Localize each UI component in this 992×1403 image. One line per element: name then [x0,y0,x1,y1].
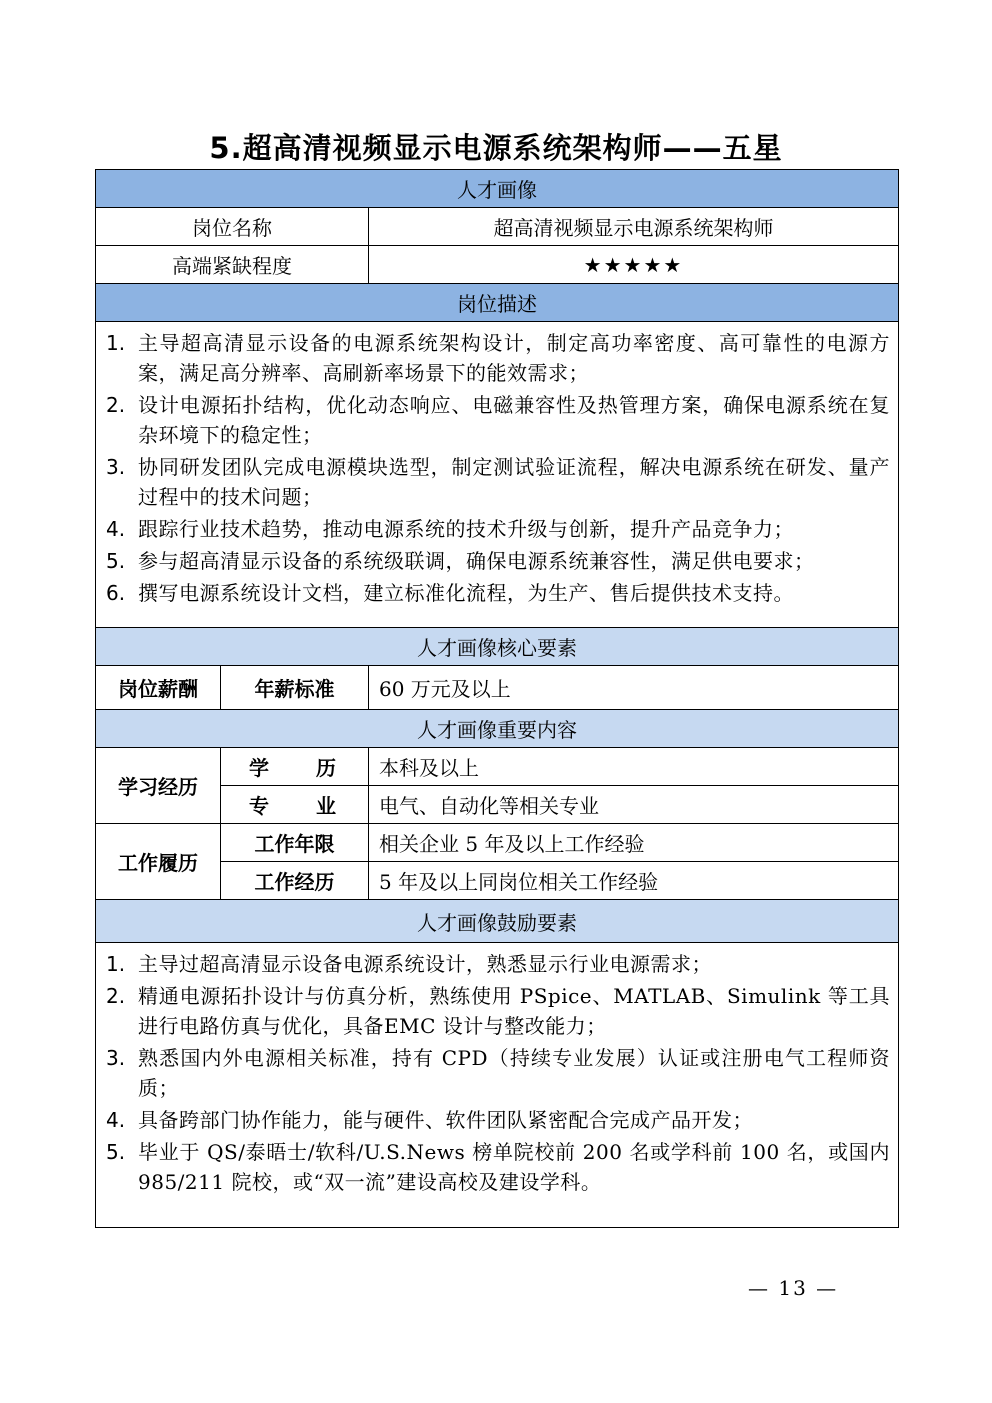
talent-profile-table [95,169,899,1228]
list-item: 1. 主导过超高清显示设备电源系统设计，熟悉显示行业电源需求； [106,952,712,976]
job-name-value: 超高清视频显示电源系统架构师 [369,208,899,246]
list-item: 3. 熟悉国内外电源相关标准，持有 CPD（持续专业发展）认证或注册电气工程师资质； [106,1046,890,1100]
list-item: 6. 撰写电源系统设计文档，建立标准化流程，为生产、售后提供技术支持。 [106,581,794,605]
list-item: 3. 协同研发团队完成电源模块选型，制定测试验证流程，解决电源系统在研发、量产过程中的技术问题； [106,455,890,509]
years-label: 工作年限 [221,824,369,862]
experience-label: 工作经历 [221,862,369,900]
degree-label: 学 历 [221,748,369,786]
list-item: 4. 具备跨部门协作能力，能与硬件、软件团队紧密配合完成产品开发； [106,1108,753,1132]
years-value: 相关企业 5 年及以上工作经验 [369,824,899,862]
major-label: 专 业 [221,786,369,824]
annual-label: 年薪标准 [221,666,369,710]
encourage-header: 人才画像鼓励要素 [96,900,899,943]
scarcity-label: 高端紧缺程度 [96,246,369,284]
description-header: 岗位描述 [96,284,899,322]
encourage-list [106,949,890,1197]
annual-value: 60 万元及以上 [369,666,899,710]
list-item: 5. 参与超高清显示设备的系统级联调，确保电源系统兼容性，满足供电要求； [106,549,815,573]
major-value: 电气、自动化等相关专业 [369,786,899,824]
list-item: 2. 精通电源拓扑设计与仿真分析，熟练使用 PSpice、MATLAB、Simulink 等工具进行电路仿真与优化，具备EMC 设计与整改能力； [106,984,890,1038]
list-item: 2. 设计电源拓扑结构，优化动态响应、电磁兼容性及热管理方案，确保电源系统在复杂环境下的稳定性； [106,393,890,447]
work-label: 工作履历 [96,824,221,900]
portrait-header: 人才画像 [96,170,899,208]
study-label: 学习经历 [96,748,221,824]
page-number: — 13 — [748,1276,839,1300]
degree-value: 本科及以上 [369,748,899,786]
scarcity-stars: ★★★★★ [369,246,899,284]
list-item: 5. 毕业于 QS/泰晤士/软科/U.S.News 榜单院校前 200 名或学科前 100 名，或国内 985/211 院校，或“双一流”建设高校及建设学科。 [106,1140,890,1194]
description-list-cell [96,322,899,628]
job-name-label: 岗位名称 [96,208,369,246]
description-list [106,328,890,608]
important-header: 人才画像重要内容 [96,710,899,748]
salary-label: 岗位薪酬 [96,666,221,710]
list-item: 4. 跟踪行业技术趋势，推动电源系统的技术升级与创新，提升产品竞争力； [106,517,794,541]
list-item: 1. 主导超高清显示设备的电源系统架构设计，制定高功率密度、高可靠性的电源方案，满足高分辨率、高刷新率场景下的能效需求； [106,331,890,385]
experience-value: 5 年及以上同岗位相关工作经验 [369,862,899,900]
encourage-list-cell [96,943,899,1228]
core-header: 人才画像核心要素 [96,628,899,666]
page-title: 5.超高清视频显示电源系统架构师——五星 [209,131,783,165]
